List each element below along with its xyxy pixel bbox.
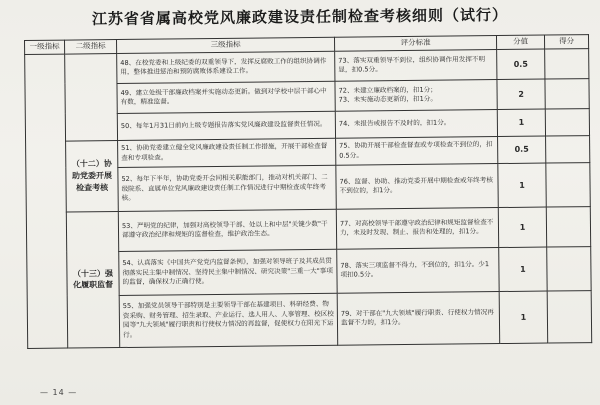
item-cell: 50、每年1月31日前向上级专题报告落实党风廉政建设监督责任情况。 bbox=[117, 111, 335, 140]
criteria-cell: 77、对高校领导干部遵守政治纪律和规矩监督检查不力，未及时发现、制止、报告和处理的，扣1分。 bbox=[336, 207, 498, 249]
header-level2: 二级指标 bbox=[65, 40, 117, 54]
level2-cell-continued bbox=[65, 53, 118, 141]
criteria-cell: 76、监督、协助、推动党委开展中期检查或年终考核不到位的，扣1分。 bbox=[336, 163, 498, 209]
level1-cell bbox=[25, 54, 68, 348]
criteria-cell: 75、协助开展干部检查督查或专项检查不到位的，扣0.5分。 bbox=[336, 136, 498, 165]
header-score: 得分 bbox=[544, 35, 588, 49]
header-level3: 三级指标 bbox=[117, 37, 335, 53]
points-cell: 2 bbox=[497, 79, 545, 110]
score-cell bbox=[547, 290, 592, 342]
section-12-label: （十二）协助党委开展检查考核 bbox=[66, 140, 119, 212]
score-cell bbox=[545, 48, 589, 78]
points-cell: 1 bbox=[498, 163, 546, 208]
item-cell: 48、在校党委和上级纪委的双重领导下，发挥反腐败工作的组织协调作用，整体推进惩治和预防腐败体系建设工作。 bbox=[117, 51, 335, 83]
section-13-label: （十三）强化履职监督 bbox=[66, 211, 119, 348]
item-cell: 49、建立处级干部廉政档案并实施动态更新。做到对学校中层干部心中有数，精准监督。 bbox=[117, 81, 335, 113]
header-points: 分值 bbox=[496, 35, 544, 49]
header-level1: 一级指标 bbox=[25, 40, 65, 54]
item-cell: 52、每年下半年，协助党委开会同相关职能部门，推动对机关部门、二级院系、直属单位党风廉政建设责任制工作情况进行中期检查或年终考核。 bbox=[118, 165, 336, 211]
points-cell: 0.5 bbox=[498, 136, 546, 164]
item-cell: 55、加强党员领导干部特别是主要领导干部在基建项目、科研经费、物资采购、财务管理、招生录取、产业运行、选人用人、人事管理、校区校园等"九大领域"履行职责和行使权力情况的再监督，促使权力在阳光下运行。 bbox=[119, 293, 338, 347]
item-cell: 54、认真落实《中国共产党党内监督条例》，加强对领导班子及其成员贯彻落实民主集中制情况、坚持民主集中制情况、研究决策"三重一大"事项的监督，确保权力正确行使。 bbox=[119, 249, 337, 295]
criteria-cell: 74、未报告或报告不及时的，扣1分。 bbox=[335, 109, 497, 138]
item-cell: 51、协助党委建立健全党风廉政建设责任制工作措施，开展干部检查督查和专项检查。 bbox=[118, 138, 336, 167]
criteria-cell: 73、落实双重领导不到位，组织协调作用发挥不明显，扣0.5分。 bbox=[335, 49, 497, 81]
page-number: — 14 — bbox=[40, 388, 78, 397]
criteria-cell: 79、对干部在"九大领域"履行职责、行使权力情况再监督不力的，扣1分。 bbox=[337, 291, 500, 345]
assessment-table bbox=[24, 34, 592, 349]
criteria-cell: 72、未建立廉政档案的，扣1分； 73、未实施动态更新的，扣1分。 bbox=[335, 79, 497, 111]
points-cell: 1 bbox=[497, 109, 545, 137]
header-criteria: 评分标准 bbox=[334, 36, 496, 52]
score-cell bbox=[545, 78, 589, 108]
item-cell: 53、严明党的纪律，加强对高校领导干部、处以上和中层"关键少数"干部遵守政治纪律和规矩的监督检查，维护政治生态。 bbox=[118, 209, 336, 251]
points-cell: 1 bbox=[499, 247, 547, 292]
table-row bbox=[26, 206, 590, 252]
criteria-cell: 78、落实三项监督不得力，不到位的，扣1分。少1项扣0.5分。 bbox=[337, 247, 499, 293]
score-cell bbox=[546, 206, 590, 246]
score-cell bbox=[546, 162, 590, 206]
score-cell bbox=[547, 246, 591, 290]
score-cell bbox=[546, 135, 590, 162]
points-cell: 1 bbox=[498, 207, 546, 248]
document-title: 江苏省省属高校党风廉政建设责任制检查考核细则（试行） bbox=[91, 5, 509, 29]
points-cell: 0.5 bbox=[497, 49, 545, 80]
score-cell bbox=[545, 108, 589, 135]
points-cell: 1 bbox=[499, 291, 548, 343]
